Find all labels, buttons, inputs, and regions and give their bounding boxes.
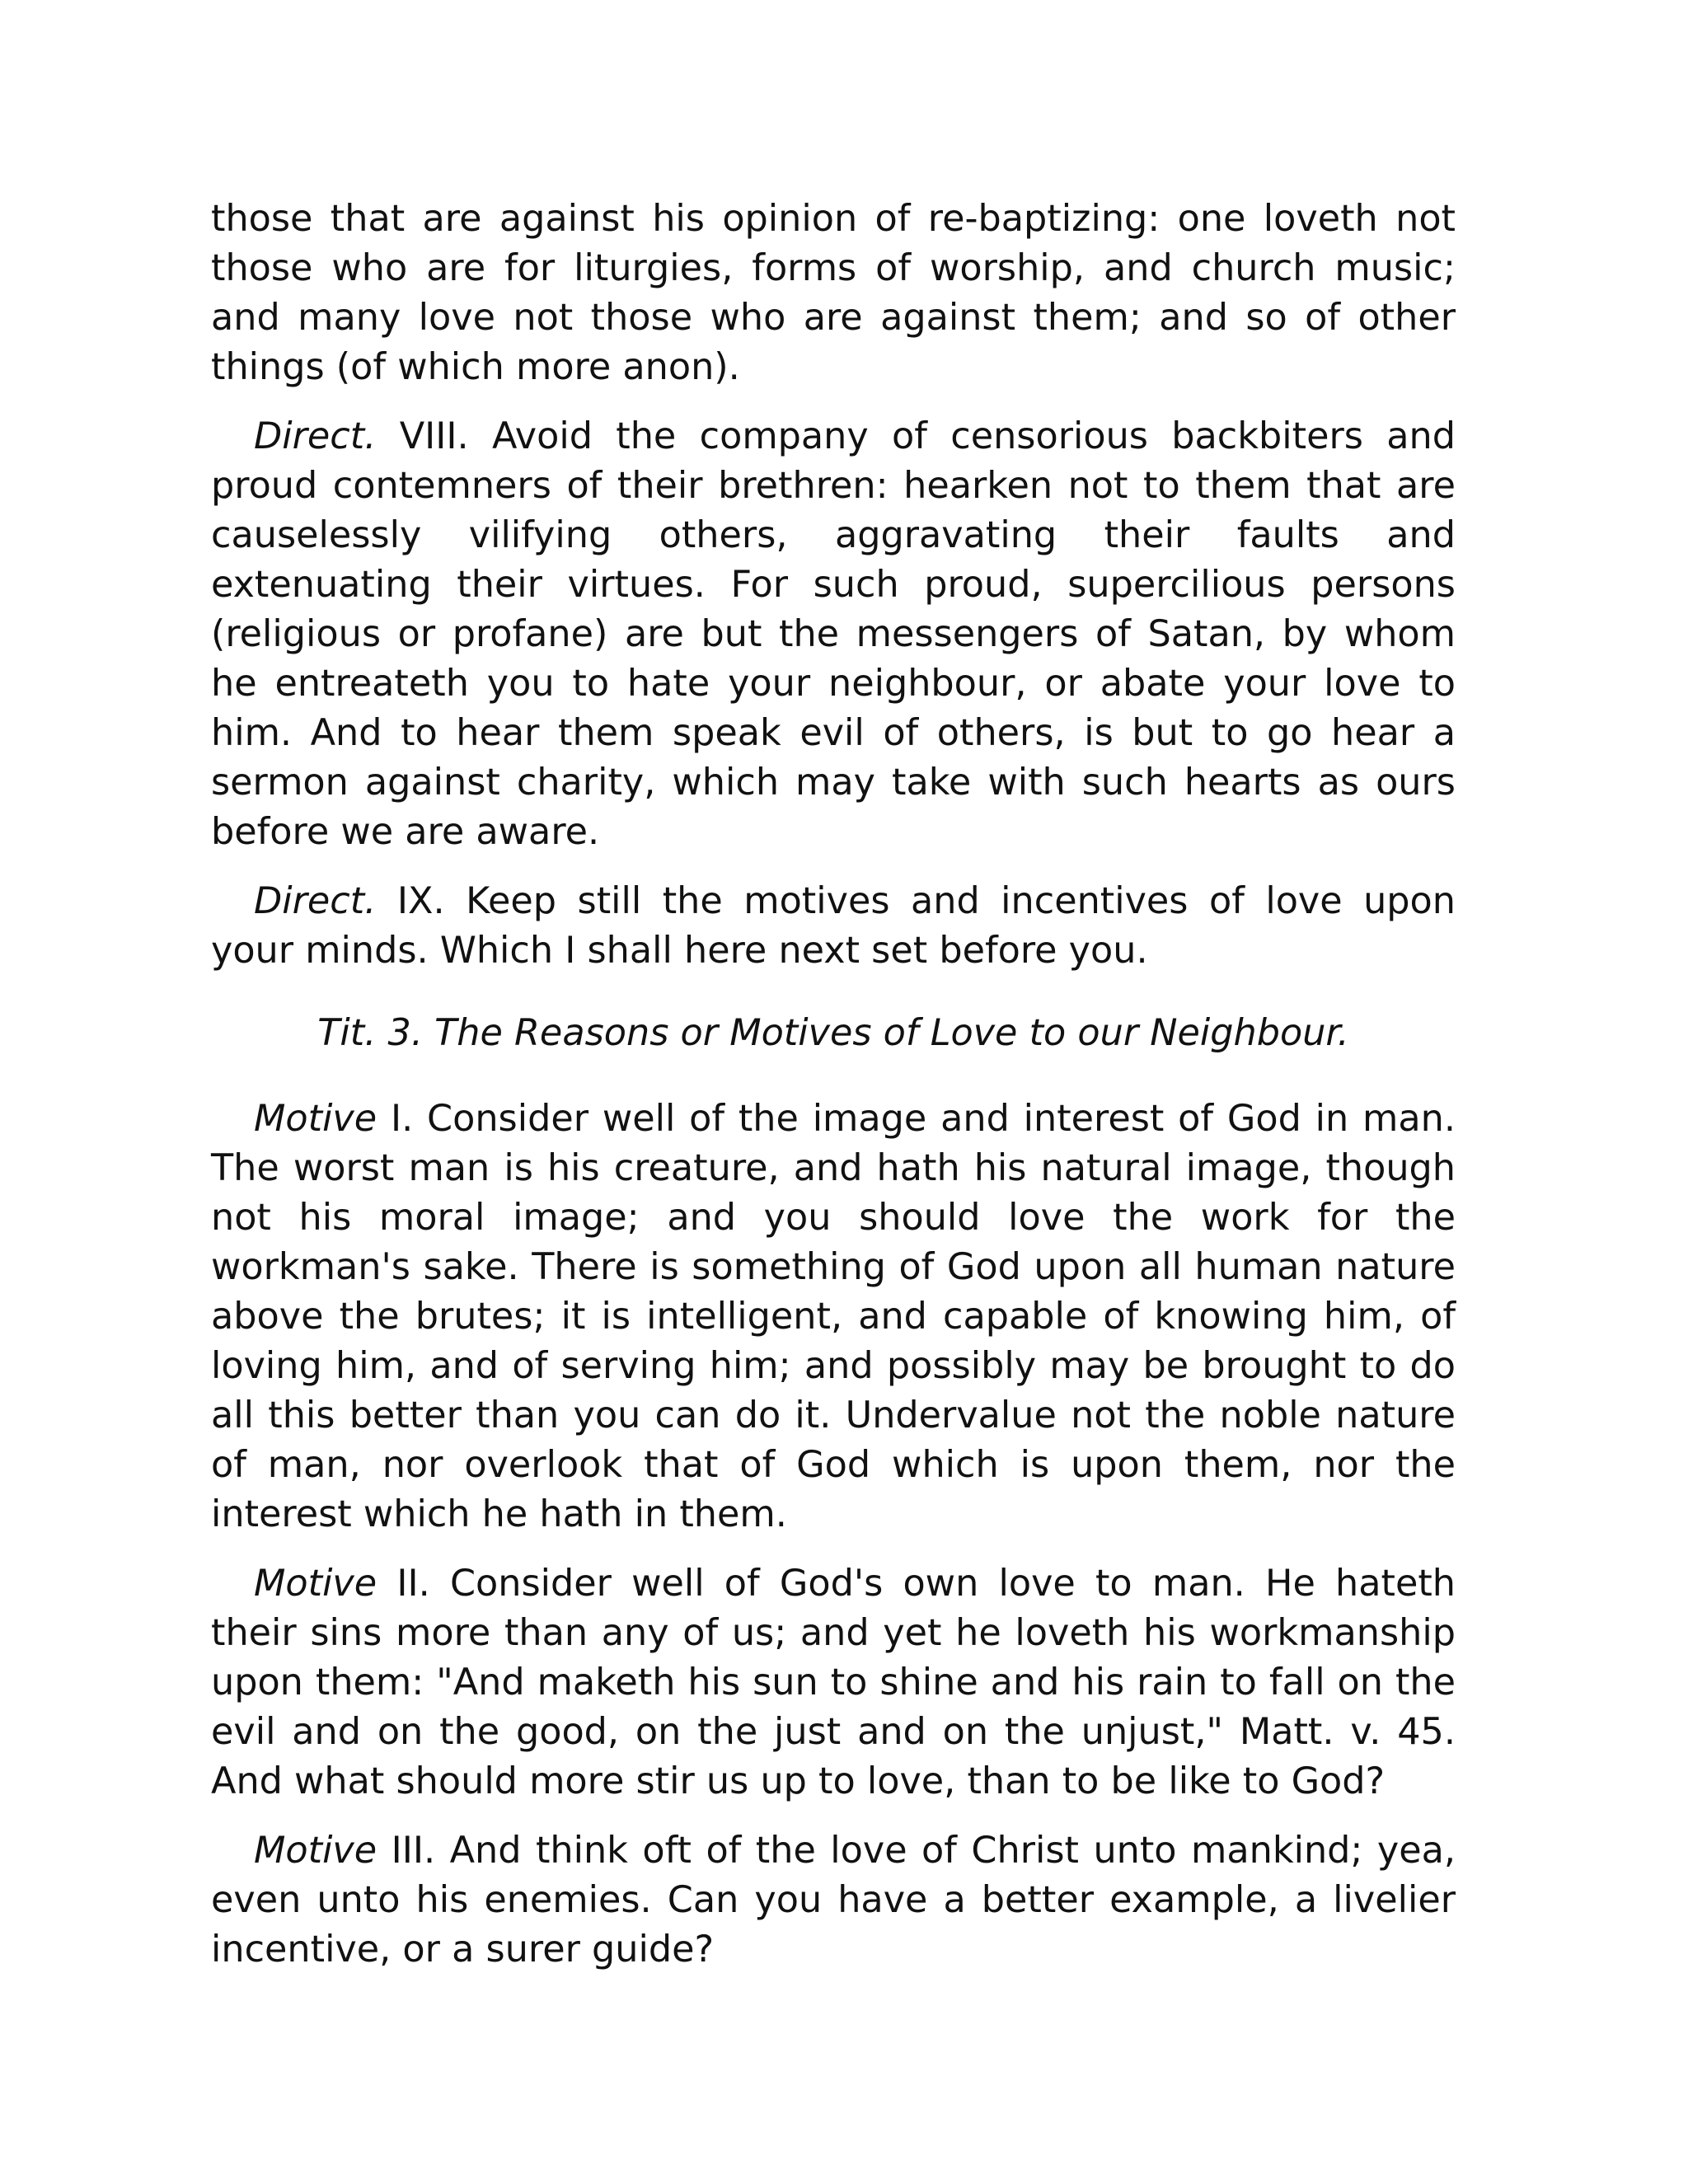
paragraph-text: IX. Keep still the motives and incentives of love upon your minds. Which I shall here next set before you. <box>211 880 1456 972</box>
paragraph-continuation <box>211 194 1456 392</box>
paragraph-text: I. Consider well of the image and interest of God in man. The worst man is his creature, and hath his natural image, though not his moral image; and you should love the work for the workman's sake. There is something of God upon all human nature above the brutes; it is intelligent, and capable of knowing him, of loving him, and of serving him; and possibly may be brought to do all this better than you can do it. Undervalue not the noble nature of man, nor overlook that of God which is upon them, nor the interest which he hath in them. <box>211 1098 1456 1535</box>
paragraph-text: III. And think oft of the love of Christ unto mankind; yea, even unto his enemies. Can you have a better example, a livelier incentive, or a surer guide? <box>211 1830 1456 1971</box>
paragraph-text: those that are against his opinion of re-baptizing: one loveth not those who are for liturgies, forms of worship, and church music; and many love not those who are against them; and so of other things (of which more anon). <box>211 198 1456 388</box>
paragraph-motive-iii <box>211 1826 1456 1975</box>
paragraph-direct-ix <box>211 877 1456 976</box>
paragraph-label: Motive <box>254 1830 377 1872</box>
paragraph-label: Direct. <box>254 415 377 457</box>
document-page <box>211 194 1456 1994</box>
paragraph-direct-viii <box>211 412 1456 857</box>
section-heading: Tit. 3. The Reasons or Motives of Love to our Neighbour. <box>317 1012 1349 1054</box>
paragraph-label: Motive <box>254 1563 377 1605</box>
paragraph-motive-i <box>211 1094 1456 1540</box>
paragraph-motive-ii <box>211 1559 1456 1807</box>
paragraph-text: VIII. Avoid the company of censorious backbiters and proud contemners of their brethren: hearken not to them that are causelessly vilifying others, aggravating their faults and extenuating their virtues. For such proud, supercilious persons (religious or profane) are but the messengers of Satan, by whom he entreateth you to hate your neighbour, or abate your love to him. And to hear them speak evil of others, is but to go hear a sermon against charity, which may take with such hearts as ours before we are aware. <box>211 415 1456 853</box>
paragraph-text: II. Consider well of God's own love to man. He hateth their sins more than any of us; and yet he loveth his workmanship upon them: "And maketh his sun to shine and his rain to fall on the evil and on the good, on the just and on the unjust," Matt. v. 45. And what should more stir us up to love, than to be like to God? <box>211 1563 1456 1802</box>
paragraph-label: Direct. <box>254 880 377 922</box>
paragraph-label: Motive <box>254 1098 377 1140</box>
